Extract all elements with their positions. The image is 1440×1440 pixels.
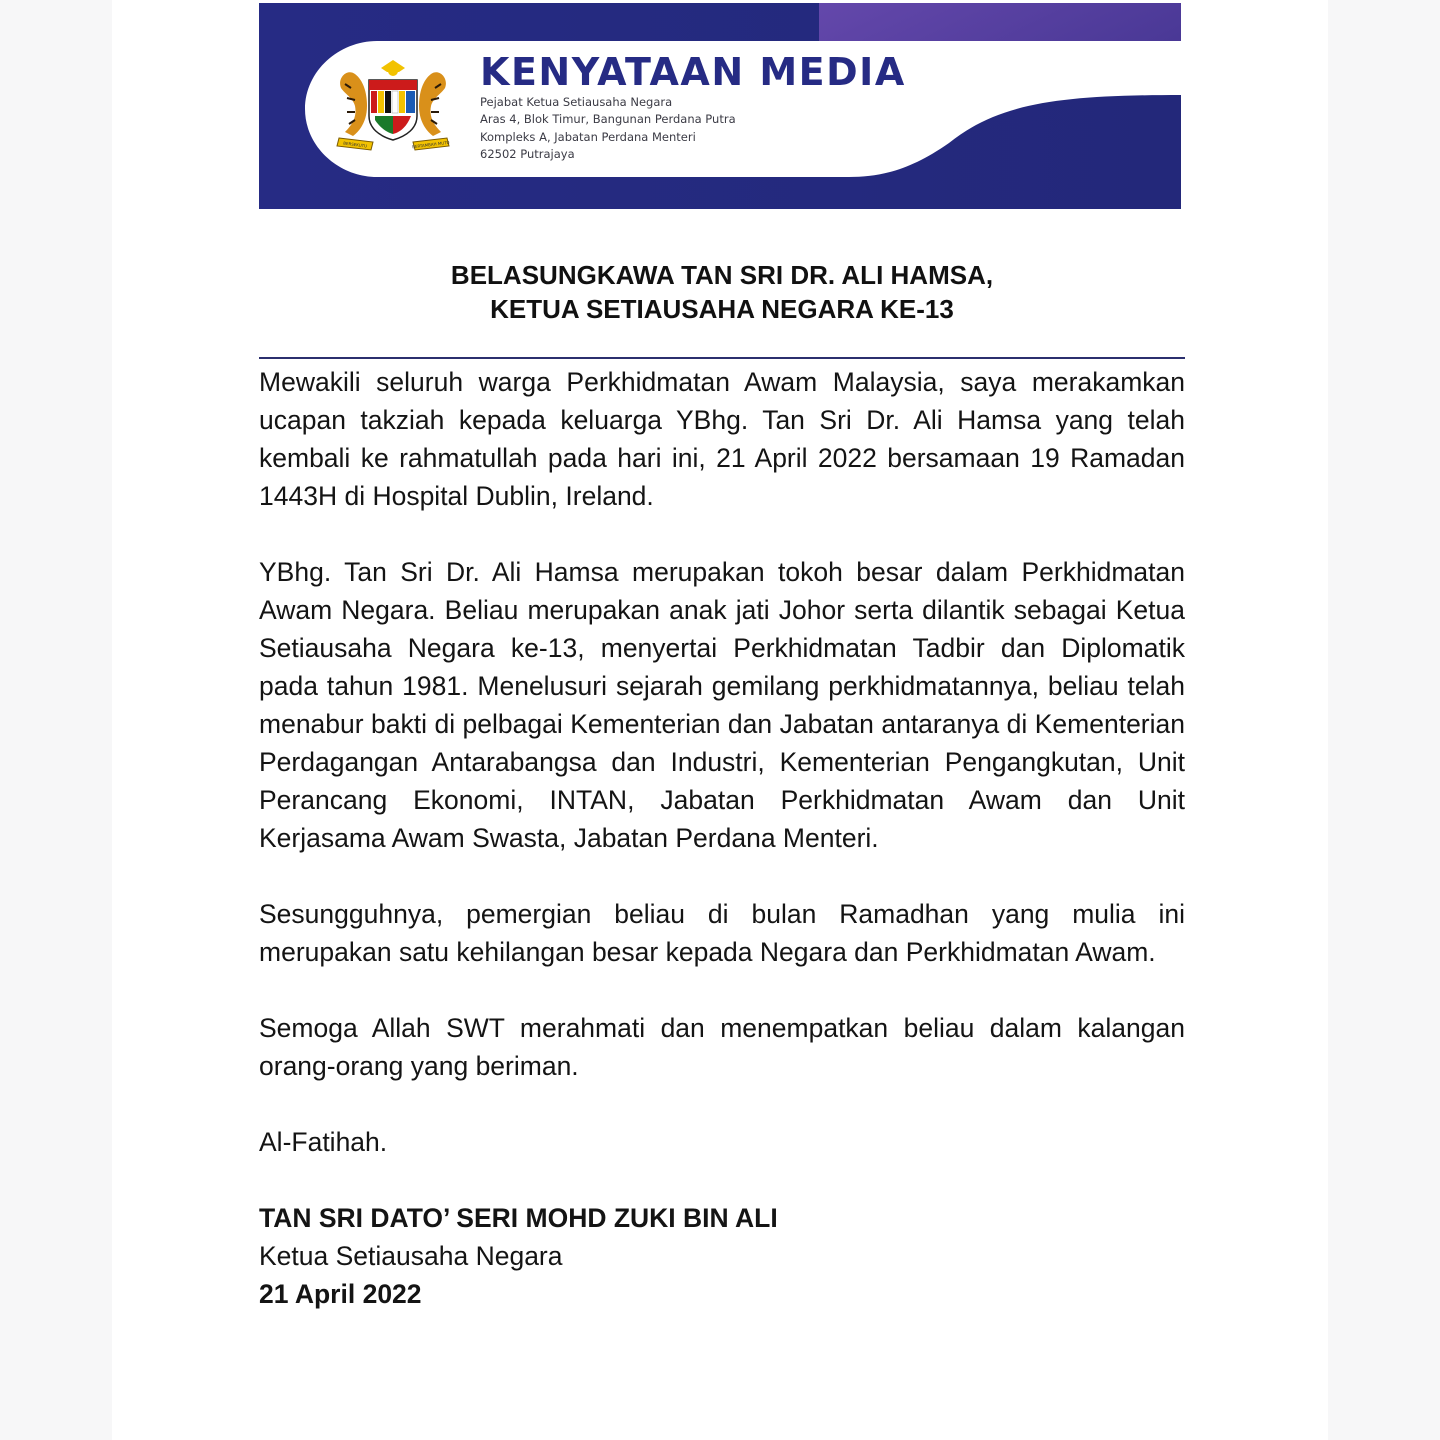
title-divider xyxy=(259,357,1185,359)
title-line: BELASUNGKAWA TAN SRI DR. ALI HAMSA, xyxy=(450,260,994,290)
paragraph: Semoga Allah SWT merahmati dan menempatkan beliau dalam kalangan orang-orang yang beriman. xyxy=(259,1013,1185,1081)
svg-text:BERSEKUTU: BERSEKUTU xyxy=(342,140,368,149)
paragraph: Mewakili seluruh warga Perkhidmatan Awam Malaysia, saya merakamkan ucapan takziah kepada keluarga YBhg. Tan Sri Dr. Ali Hamsa yang telah kembali ke rahmatullah pada hari ini, 21 April 2022 bersamaan 19 Ramadan 1443H di Hospital Dublin, Ireland. xyxy=(259,367,1185,511)
malaysia-coat-of-arms-icon xyxy=(333,58,453,154)
signatory-name: TAN SRI DATO’ SERI MOHD ZUKI BIN ALI xyxy=(259,1203,778,1233)
banner-title: KENYATAAN MEDIA xyxy=(480,50,906,94)
title-line: KETUA SETIAUSAHA NEGARA KE-13 xyxy=(490,294,954,324)
office-address xyxy=(480,94,736,163)
address-line: Kompleks A, Jabatan Perdana Menteri xyxy=(480,129,696,144)
paragraph: YBhg. Tan Sri Dr. Ali Hamsa merupakan tokoh besar dalam Perkhidmatan Awam Negara. Beliau merupakan anak jati Johor serta dilantik sebagai Ketua Setiausaha Negara ke-13, menyertai Perkhidmatan Tadbir dan Diplomatik pada tahun 1981. Menelusuri sejarah gemilang perkhidmatannya, beliau telah menabur bakti di pelbagai Kementerian dan Jabatan antaranya di Kementerian Perdagangan Antarabangsa dan Industri, Kementerian Pengangkutan, Unit Perancang Ekonomi, INTAN, Jabatan Perkhidmatan Awam dan Unit Kerjasama Awam Swasta, Jabatan Perdana Menteri. xyxy=(259,557,1185,853)
svg-text:BERTAMBAH MUTU: BERTAMBAH MUTU xyxy=(411,139,450,150)
address-line: 62502 Putrajaya xyxy=(480,146,575,161)
document-title xyxy=(259,258,1185,326)
document-body xyxy=(259,363,1185,1313)
statement-date: 21 April 2022 xyxy=(259,1279,422,1309)
paragraph: Sesungguhnya, pemergian beliau di bulan Ramadhan yang mulia ini merupakan satu kehilangan besar kepada Negara dan Perkhidmatan Awam. xyxy=(259,899,1185,967)
address-line: Pejabat Ketua Setiausaha Negara xyxy=(480,95,673,109)
paragraph: Al-Fatihah. xyxy=(259,1127,388,1157)
address-line: Aras 4, Blok Timur, Bangunan Perdana Putra xyxy=(480,112,736,127)
signatory-role: Ketua Setiausaha Negara xyxy=(259,1241,563,1271)
